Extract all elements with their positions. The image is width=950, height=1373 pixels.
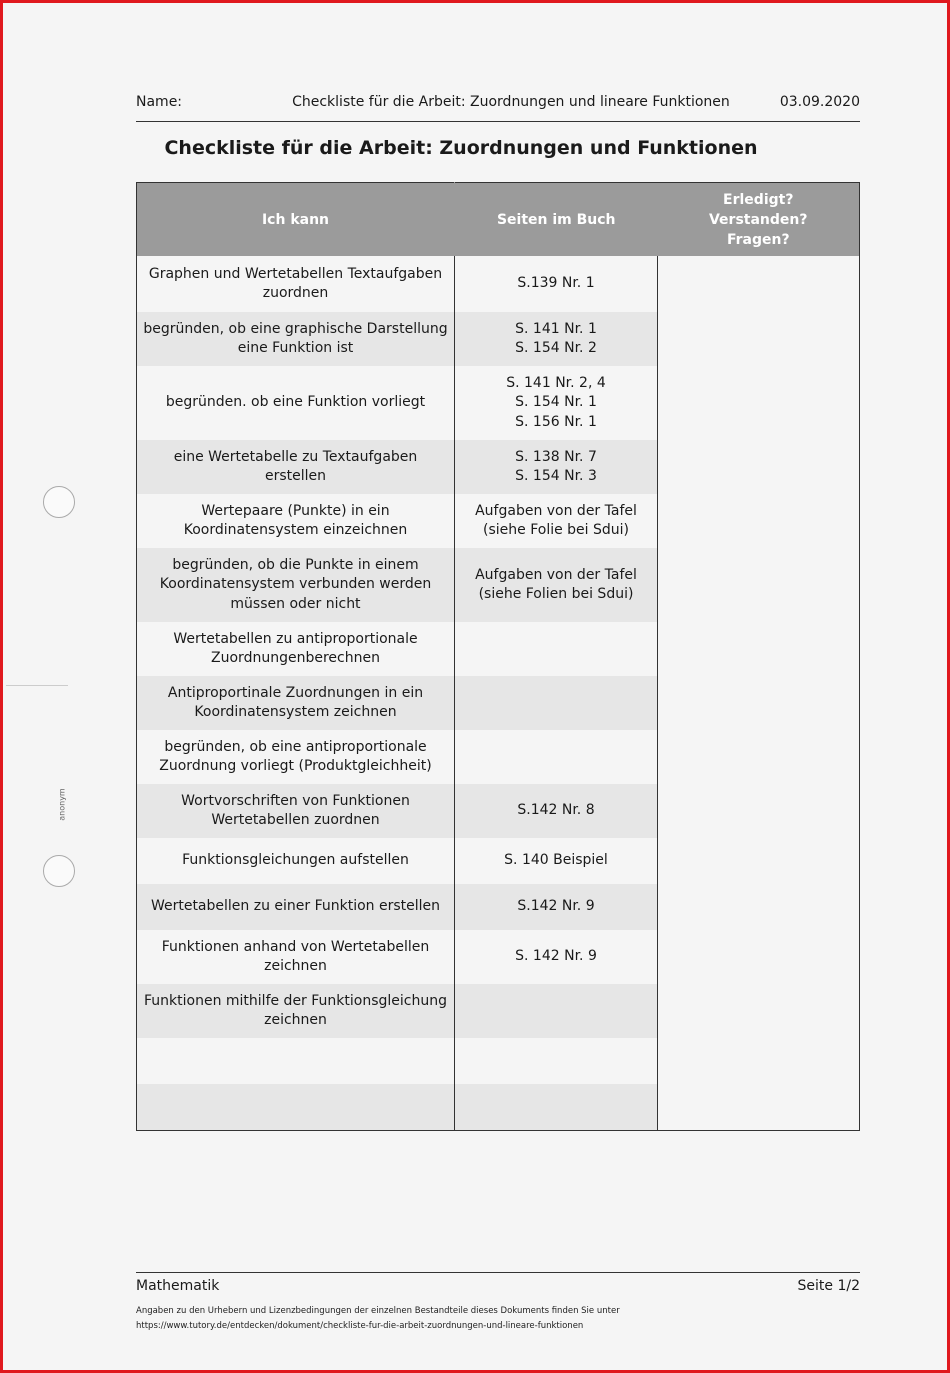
table-row [137, 730, 860, 784]
status-cell[interactable] [658, 838, 860, 884]
skill-text: Funktionen anhand von Wertetabellen [161, 938, 430, 955]
skill-text: Funktionen mithilfe der Funktionsgleichung [144, 992, 447, 1009]
skill-cell [137, 440, 455, 494]
skill-text: eine Funktion ist [237, 340, 354, 356]
header-divider [136, 121, 860, 122]
page-title: Checkliste für die Arbeit: Zuordnungen und Funktionen [164, 137, 758, 159]
skill-text: Koordinatensystem zeichnen [194, 704, 397, 720]
skill-text: begründen, ob eine graphische Darstellung [143, 320, 448, 337]
status-cell[interactable] [658, 730, 860, 784]
pages-cell [455, 930, 658, 984]
table-row [137, 676, 860, 730]
status-cell[interactable] [658, 312, 860, 366]
skill-cell [137, 366, 455, 440]
pages-text: S. 142 Nr. 9 [515, 948, 597, 965]
pages-cell [455, 884, 658, 930]
pages-cell [455, 548, 658, 622]
footer-divider [136, 1272, 860, 1273]
skill-text: Antiproportinale Zuordnungen in ein [167, 684, 424, 701]
skill-text: zeichnen [264, 1012, 327, 1028]
skill-cell [137, 784, 455, 838]
skill-text: Koordinatensystem einzeichnen [183, 522, 408, 538]
skill-cell [137, 930, 455, 984]
skill-cell [137, 494, 455, 548]
checklist-table [136, 182, 860, 1131]
pages-cell [455, 622, 658, 676]
status-cell[interactable] [658, 440, 860, 494]
skill-cell [137, 884, 455, 930]
status-cell[interactable] [658, 884, 860, 930]
pages-cell [455, 730, 658, 784]
skill-text: Wertetabellen zu einer Funktion erstellen [150, 898, 441, 915]
skill-text: begründen. ob eine Funktion vorliegt [165, 394, 426, 411]
pages-text: S.142 Nr. 8 [517, 802, 595, 819]
status-cell[interactable] [658, 676, 860, 730]
pages-text: S. 141 Nr. 2, 4 [506, 374, 606, 391]
skill-text: Wertetabellen zuordnen [211, 812, 380, 828]
table-row [137, 930, 860, 984]
table-row [137, 440, 860, 494]
column-header-status [658, 183, 860, 257]
fold-mark [6, 685, 68, 686]
pages-cell [455, 312, 658, 366]
table-row [137, 784, 860, 838]
status-cell[interactable] [658, 930, 860, 984]
pages-text: (siehe Folien bei Sdui) [478, 586, 634, 602]
status-cell[interactable] [658, 622, 860, 676]
skill-text: Wortvorschriften von Funktionen [181, 792, 410, 809]
status-cell[interactable] [658, 366, 860, 440]
skill-text: Koordinatensystem verbunden werden [159, 576, 432, 593]
table-row [137, 1084, 860, 1130]
table-row [137, 622, 860, 676]
skill-cell [137, 984, 455, 1038]
license-note-line: Angaben zu den Urhebern und Lizenzbedingungen der einzelnen Bestandteile dieses Dokuments finden Sie unter [136, 1306, 620, 1316]
table-row [137, 838, 860, 884]
footer-page-number: Seite 1/2 [797, 1278, 860, 1294]
status-header-line: Erledigt? [723, 191, 794, 208]
page-header [136, 93, 860, 111]
status-cell[interactable] [658, 494, 860, 548]
skill-text: zuordnen [262, 285, 329, 301]
column-header-pages: Seiten im Buch [455, 183, 658, 257]
skill-text: eine Wertetabelle zu Textaufgaben erstellen [173, 448, 418, 484]
pages-text: S. 154 Nr. 1 [515, 394, 597, 411]
table-row [137, 884, 860, 930]
skill-cell [137, 256, 455, 312]
skill-text: begründen, ob die Punkte in einem [172, 556, 419, 573]
skill-cell [137, 312, 455, 366]
pages-text: S. 138 Nr. 7 [515, 448, 597, 465]
status-cell[interactable] [658, 256, 860, 312]
status-cell[interactable] [658, 784, 860, 838]
status-cell[interactable] [658, 1038, 860, 1084]
status-cell[interactable] [658, 984, 860, 1038]
header-date: 03.09.2020 [779, 94, 860, 110]
status-header-line: Fragen? [726, 231, 790, 248]
pages-text: (siehe Folie bei Sdui) [483, 522, 629, 538]
skill-cell [137, 1038, 455, 1084]
pages-text: S.139 Nr. 1 [517, 275, 595, 292]
pages-text: S. 154 Nr. 2 [515, 340, 597, 356]
header-title: Checkliste für die Arbeit: Zuordnungen und lineare Funktionen [292, 94, 730, 110]
status-header-line: Verstanden? [708, 211, 808, 228]
skill-text: müssen oder nicht [230, 595, 361, 612]
pages-text: Aufgaben von der Tafel [475, 502, 637, 519]
skill-cell [137, 838, 455, 884]
pages-cell [455, 366, 658, 440]
table-row [137, 548, 860, 622]
footer-subject: Mathematik [136, 1278, 220, 1294]
punch-hole-bottom [43, 855, 75, 887]
pages-text: S. 154 Nr. 3 [515, 468, 597, 484]
skill-cell [137, 730, 455, 784]
table-row [137, 256, 860, 312]
table-row [137, 312, 860, 366]
skill-text: Funktionsgleichungen aufstellen [182, 852, 409, 869]
table-row [137, 1038, 860, 1084]
side-label: anonym [57, 788, 67, 821]
table-row [137, 366, 860, 440]
skill-cell [137, 676, 455, 730]
skill-text: zeichnen [264, 958, 327, 974]
table-row [137, 984, 860, 1038]
skill-text: Zuordnungenberechnen [211, 650, 380, 666]
page-footer [136, 1278, 860, 1294]
skill-text: Wertetabellen zu antiproportionale [173, 630, 418, 647]
pages-cell [455, 838, 658, 884]
pages-cell [455, 1038, 658, 1084]
name-label: Name: [136, 94, 183, 110]
pages-text: Aufgaben von der Tafel [475, 566, 637, 583]
status-cell[interactable] [658, 1084, 860, 1130]
skill-text: Graphen und Wertetabellen Textaufgaben [148, 265, 443, 282]
pages-cell [455, 440, 658, 494]
skill-text: Zuordnung vorliegt (Produktgleichheit) [159, 758, 432, 774]
skill-text: begründen, ob eine antiproportionale [164, 738, 427, 755]
column-header-skill: Ich kann [137, 183, 455, 257]
punch-hole-top [43, 486, 75, 518]
pages-cell [455, 984, 658, 1038]
table-row [137, 494, 860, 548]
license-note [136, 1304, 860, 1334]
skill-cell [137, 1084, 455, 1130]
pages-text: S. 156 Nr. 1 [515, 413, 597, 430]
pages-cell [455, 1084, 658, 1130]
pages-text: S. 140 Beispiel [504, 852, 608, 869]
pages-cell [455, 784, 658, 838]
skill-cell [137, 548, 455, 622]
pages-cell [455, 256, 658, 312]
skill-cell [137, 622, 455, 676]
pages-text: S. 141 Nr. 1 [515, 320, 597, 337]
pages-text: S.142 Nr. 9 [517, 898, 595, 915]
skill-text: Wertepaare (Punkte) in ein [201, 502, 390, 519]
license-url: https://www.tutory.de/entdecken/dokument/checkliste-fur-die-arbeit-zuordnungen-und-lineare-funktionen [136, 1321, 584, 1331]
pages-cell [455, 676, 658, 730]
table-header-row [137, 183, 860, 257]
pages-cell [455, 494, 658, 548]
status-cell[interactable] [658, 548, 860, 622]
